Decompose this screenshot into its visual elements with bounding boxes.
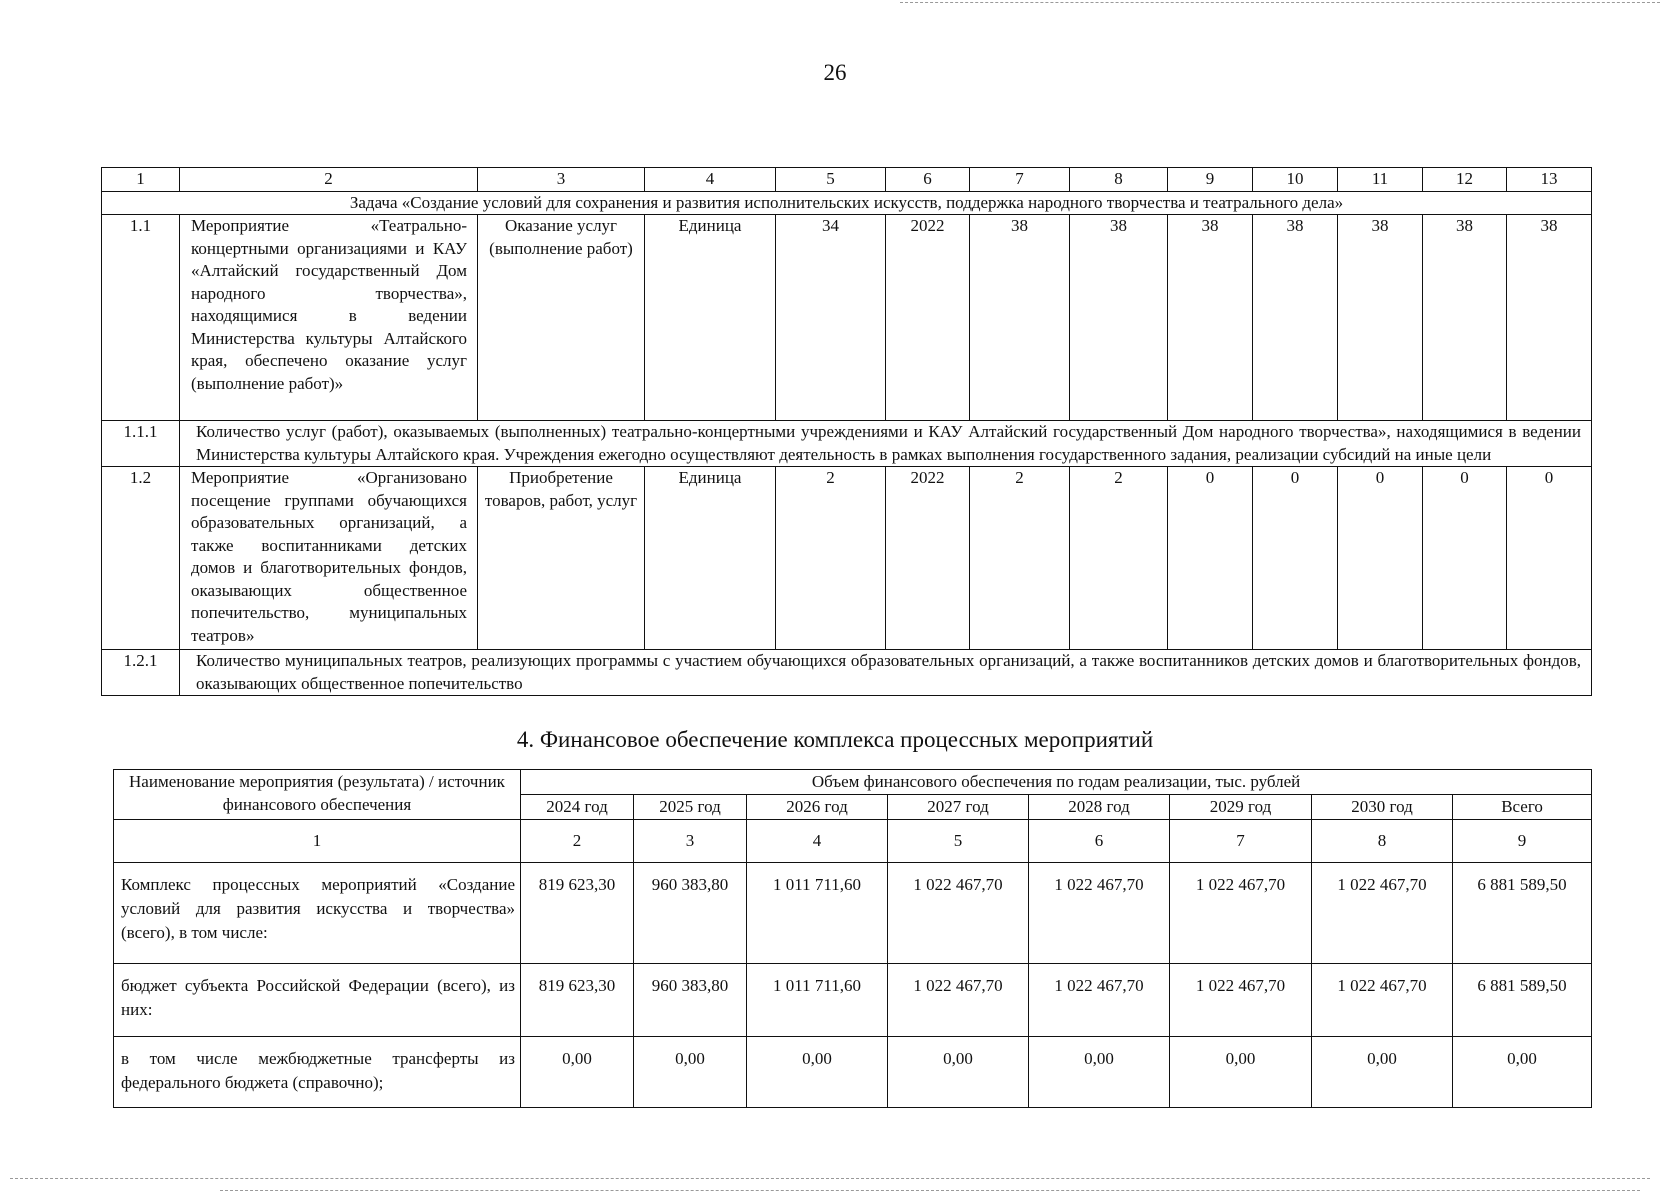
- funding-item-name: Комплекс процессных мероприятий «Создание условий для развития искусства и творчества» (всего), в том числе:: [114, 863, 521, 964]
- column-number: 13: [1507, 168, 1592, 192]
- year-value: 0: [1168, 467, 1253, 650]
- amount: 0,00: [1312, 1037, 1453, 1108]
- column-number: 10: [1253, 168, 1338, 192]
- amount-total: 0,00: [1453, 1037, 1592, 1108]
- year-value: 38: [1423, 215, 1507, 421]
- funding-item-name: в том числе межбюджетные трансферты из федерального бюджета (справочно);: [114, 1037, 521, 1108]
- name-column-header: Наименование мероприятия (результата) / источник финансового обеспечения: [114, 770, 521, 820]
- scan-artifact-top: [900, 2, 1660, 3]
- column-number: 9: [1168, 168, 1253, 192]
- column-number: 12: [1423, 168, 1507, 192]
- column-number: 5: [888, 820, 1029, 863]
- unit: Единица: [645, 215, 776, 421]
- amount: 1 022 467,70: [1312, 964, 1453, 1037]
- year-value: 0: [1423, 467, 1507, 650]
- table-row: [102, 215, 1592, 421]
- column-number: 5: [776, 168, 886, 192]
- year-value: 2: [1070, 467, 1168, 650]
- base-year: 2022: [886, 467, 970, 650]
- base-year: 2022: [886, 215, 970, 421]
- table-row: [102, 467, 1592, 650]
- column-number: 3: [478, 168, 645, 192]
- amount: 1 022 467,70: [1029, 863, 1170, 964]
- column-number: 4: [645, 168, 776, 192]
- year-value: 38: [1338, 215, 1423, 421]
- year-value: 38: [970, 215, 1070, 421]
- task-title: Задача «Создание условий для сохранения и развития исполнительских искусств, поддержка народного творчества и театрального дела»: [102, 191, 1592, 215]
- table-row: [114, 863, 1592, 964]
- volume-column-header: Объем финансового обеспечения по годам реализации, тыс. рублей: [521, 770, 1592, 795]
- base-value: 34: [776, 215, 886, 421]
- column-number: 2: [521, 820, 634, 863]
- amount: 0,00: [634, 1037, 747, 1108]
- column-number: 2: [180, 168, 478, 192]
- row-number: 1.1: [102, 215, 180, 421]
- year-value: 0: [1507, 467, 1592, 650]
- amount: 1 011 711,60: [747, 964, 888, 1037]
- amount: 960 383,80: [634, 964, 747, 1037]
- column-number: 11: [1338, 168, 1423, 192]
- amount: 1 022 467,70: [888, 964, 1029, 1037]
- row-number: 1.2: [102, 467, 180, 650]
- result-description: Количество муниципальных театров, реализующих программы с участием обучающихся образовательных организаций, а также воспитанников детских домов и благотворительных фондов, оказывающих общественное попечительство: [180, 650, 1592, 696]
- year-header: 2024 год: [521, 795, 634, 820]
- table-header-row: [102, 168, 1592, 192]
- column-number: 6: [886, 168, 970, 192]
- amount: 819 623,30: [521, 863, 634, 964]
- page-number: 26: [823, 60, 847, 85]
- amount: 1 022 467,70: [1312, 863, 1453, 964]
- task-row: [102, 191, 1592, 215]
- section-title: 4. Финансовое обеспечение комплекса процессных мероприятий: [516, 727, 1154, 752]
- amount: 0,00: [747, 1037, 888, 1108]
- activity-type: Приобретение товаров, работ, услуг: [478, 467, 645, 650]
- column-number: 9: [1453, 820, 1592, 863]
- column-number: 4: [747, 820, 888, 863]
- column-number: 7: [1170, 820, 1312, 863]
- column-numbers-row: [114, 820, 1592, 863]
- amount: 0,00: [1170, 1037, 1312, 1108]
- year-header: 2029 год: [1170, 795, 1312, 820]
- activity-name: Мероприятие «Организовано посещение группами обучающихся образовательных организаций, а также воспитанниками детских домов и благотворительных фондов, оказывающих общественное попечительство, муниципальных театров»: [180, 467, 478, 650]
- amount: 1 022 467,70: [1029, 964, 1170, 1037]
- activity-type: Оказание услуг (выполнение работ): [478, 215, 645, 421]
- funding-item-name: бюджет субъекта Российской Федерации (всего), из них:: [114, 964, 521, 1037]
- amount: 0,00: [888, 1037, 1029, 1108]
- table-header-row: [114, 770, 1592, 795]
- column-number: 7: [970, 168, 1070, 192]
- year-value: 38: [1070, 215, 1168, 421]
- column-number: 8: [1070, 168, 1168, 192]
- unit: Единица: [645, 467, 776, 650]
- result-description: Количество услуг (работ), оказываемых (выполненных) театрально-концертными учреждениями и КАУ Алтайский государственный Дом народного творчества», находящимися в ведении Министерства культуры Алтайского края. Учреждения ежегодно осуществляют деятельность в рамках выполнения государственного задания, реализации субсидий на иные цели: [180, 421, 1592, 467]
- amount: 0,00: [1029, 1037, 1170, 1108]
- scan-artifact-bottom: [220, 1190, 1640, 1191]
- amount: 1 022 467,70: [1170, 863, 1312, 964]
- table-row: [114, 964, 1592, 1037]
- activity-name: Мероприятие «Театрально-концертными организациями и КАУ «Алтайский государственный Дом народного творчества», находящимися в ведении Министерства культуры Алтайского края, обеспечено оказание услуг (выполнение работ)»: [180, 215, 478, 421]
- year-value: 38: [1507, 215, 1592, 421]
- amount-total: 6 881 589,50: [1453, 964, 1592, 1037]
- scan-artifact-bottom-2: [10, 1178, 1650, 1179]
- year-value: 38: [1168, 215, 1253, 421]
- row-number: 1.2.1: [102, 650, 180, 696]
- amount: 1 022 467,70: [1170, 964, 1312, 1037]
- year-value: 0: [1253, 467, 1338, 650]
- column-number: 1: [102, 168, 180, 192]
- year-header: 2030 год: [1312, 795, 1453, 820]
- column-number: 6: [1029, 820, 1170, 863]
- amount: 819 623,30: [521, 964, 634, 1037]
- indicators-table: [101, 167, 1592, 696]
- year-header: 2026 год: [747, 795, 888, 820]
- table-row: [114, 1037, 1592, 1108]
- year-value: 2: [970, 467, 1070, 650]
- year-header: 2025 год: [634, 795, 747, 820]
- year-header: 2028 год: [1029, 795, 1170, 820]
- amount-total: 6 881 589,50: [1453, 863, 1592, 964]
- total-header: Всего: [1453, 795, 1592, 820]
- table-row-description: [102, 421, 1592, 467]
- row-number: 1.1.1: [102, 421, 180, 467]
- year-value: 0: [1338, 467, 1423, 650]
- amount: 1 022 467,70: [888, 863, 1029, 964]
- amount: 1 011 711,60: [747, 863, 888, 964]
- column-number: 1: [114, 820, 521, 863]
- base-value: 2: [776, 467, 886, 650]
- amount: 0,00: [521, 1037, 634, 1108]
- financing-table: [113, 769, 1592, 1108]
- amount: 960 383,80: [634, 863, 747, 964]
- year-header: 2027 год: [888, 795, 1029, 820]
- column-number: 8: [1312, 820, 1453, 863]
- column-number: 3: [634, 820, 747, 863]
- year-value: 38: [1253, 215, 1338, 421]
- table-row-description: [102, 650, 1592, 696]
